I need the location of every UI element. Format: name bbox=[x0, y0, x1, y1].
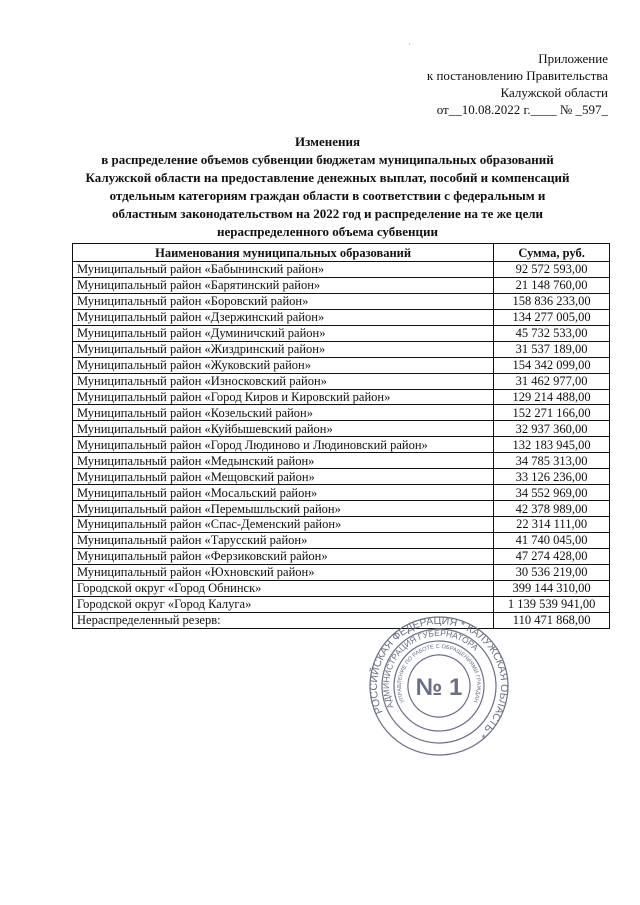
subvention-amount: 129 214 488,00 bbox=[494, 389, 610, 405]
municipality-name: Муниципальный район «Бабынинский район» bbox=[73, 262, 494, 278]
municipality-name: Муниципальный район «Медынский район» bbox=[73, 453, 494, 469]
municipality-name: Муниципальный район «Думиничский район» bbox=[73, 325, 494, 341]
table-row bbox=[73, 564, 610, 580]
header-line: Приложение bbox=[538, 51, 608, 66]
subvention-amount: 152 271 166,00 bbox=[494, 405, 610, 421]
title-line: в распределение объемов субвенции бюджетам муниципальных образований bbox=[101, 152, 554, 167]
subvention-amount: 154 342 099,00 bbox=[494, 357, 610, 373]
subvention-amount: 22 314 111,00 bbox=[494, 517, 610, 533]
subvention-amount: 41 740 045,00 bbox=[494, 532, 610, 548]
table-row bbox=[73, 453, 610, 469]
column-header-sum: Сумма, руб. bbox=[494, 244, 610, 262]
title-line: областным законодательством на 2022 год и распределение на те же цели bbox=[112, 206, 543, 221]
table-row bbox=[73, 485, 610, 501]
municipality-name: Муниципальный район «Спас-Деменский район» bbox=[73, 517, 494, 533]
header-line: к постановлению Правительства bbox=[426, 68, 608, 83]
column-header-name: Наименования муниципальных образований bbox=[73, 244, 494, 262]
subvention-amount: 31 462 977,00 bbox=[494, 373, 610, 389]
subvention-amount: 31 537 189,00 bbox=[494, 341, 610, 357]
table-row bbox=[73, 389, 610, 405]
stamp-inner-text: УПРАВЛЕНИЕ ПО РАБОТЕ С ОБРАЩЕНИЯМИ ГРАЖДАН bbox=[396, 643, 482, 704]
table-header-row bbox=[73, 244, 610, 262]
header-line: от__10.08.2022 г.____ № _597_ bbox=[436, 102, 608, 117]
municipality-name: Нераспределенный резерв: bbox=[73, 612, 494, 628]
municipality-name: Муниципальный район «Износковский район» bbox=[73, 373, 494, 389]
stamp-number: № 1 bbox=[415, 674, 463, 701]
municipality-name: Муниципальный район «Жиздринский район» bbox=[73, 341, 494, 357]
subvention-amount: 134 277 005,00 bbox=[494, 309, 610, 325]
table-row bbox=[73, 421, 610, 437]
table-row bbox=[73, 309, 610, 325]
table-body bbox=[73, 262, 610, 629]
title-line: Изменения bbox=[294, 134, 361, 149]
subvention-amount: 45 732 533,00 bbox=[494, 325, 610, 341]
municipality-name: Муниципальный район «Тарусский район» bbox=[73, 532, 494, 548]
subvention-amount: 158 836 233,00 bbox=[494, 293, 610, 309]
table-row bbox=[73, 517, 610, 533]
table-row bbox=[73, 532, 610, 548]
subvention-amount: 399 144 310,00 bbox=[494, 580, 610, 596]
subvention-amount: 47 274 428,00 bbox=[494, 548, 610, 564]
municipality-name: Муниципальный район «Жуковский район» bbox=[73, 357, 494, 373]
table-row bbox=[73, 325, 610, 341]
municipality-name: Муниципальный район «Город Людиново и Людиновский район» bbox=[73, 437, 494, 453]
stamp-outer-text: РОССИЙСКАЯ ФЕДЕРАЦИЯ * КАЛУЖСКАЯ ОБЛАСТЬ * bbox=[368, 615, 510, 741]
municipality-name: Муниципальный район «Мещовский район» bbox=[73, 469, 494, 485]
scan-speck: · bbox=[408, 40, 411, 49]
municipality-name: Муниципальный район «Юхновский район» bbox=[73, 564, 494, 580]
subvention-amount: 34 552 969,00 bbox=[494, 485, 610, 501]
subvention-amount: 21 148 760,00 bbox=[494, 277, 610, 293]
table-row bbox=[73, 293, 610, 309]
subvention-amount: 92 572 593,00 bbox=[494, 262, 610, 278]
table-row bbox=[73, 373, 610, 389]
table-row bbox=[73, 357, 610, 373]
title-line: Калужской области на предоставление денежных выплат, пособий и компенсаций bbox=[85, 170, 570, 185]
subvention-amount: 132 183 945,00 bbox=[494, 437, 610, 453]
document-title bbox=[60, 133, 595, 241]
header-line: Калужской области bbox=[500, 85, 608, 100]
table-row bbox=[73, 277, 610, 293]
title-line: нераспределенного объема субвенции bbox=[216, 224, 439, 239]
table-row bbox=[73, 596, 610, 612]
municipality-name: Муниципальный район «Ферзиковский район» bbox=[73, 548, 494, 564]
municipality-name: Городской округ «Город Калуга» bbox=[73, 596, 494, 612]
stamp-middle-text: АДМИНИСТРАЦИЯ ГУБЕРНАТОРА bbox=[380, 627, 481, 711]
table-row bbox=[73, 469, 610, 485]
subvention-table bbox=[72, 243, 610, 629]
subvention-amount: 1 139 539 941,00 bbox=[494, 596, 610, 612]
municipality-name: Муниципальный район «Город Киров и Кировский район» bbox=[73, 389, 494, 405]
table-row bbox=[73, 501, 610, 517]
municipality-name: Муниципальный район «Барятинский район» bbox=[73, 277, 494, 293]
subvention-amount: 110 471 868,00 bbox=[494, 612, 610, 628]
municipality-name: Муниципальный район «Козельский район» bbox=[73, 405, 494, 421]
municipality-name: Муниципальный район «Перемышльский район» bbox=[73, 501, 494, 517]
title-line: отдельным категориям граждан области в соответствии с федеральным и bbox=[109, 188, 546, 203]
municipality-name: Муниципальный район «Дзержинский район» bbox=[73, 309, 494, 325]
appendix-header bbox=[427, 50, 608, 118]
municipality-name: Муниципальный район «Боровский район» bbox=[73, 293, 494, 309]
table-row bbox=[73, 341, 610, 357]
table-row bbox=[73, 580, 610, 596]
subvention-amount: 42 378 989,00 bbox=[494, 501, 610, 517]
table-row bbox=[73, 262, 610, 278]
subvention-amount: 32 937 360,00 bbox=[494, 421, 610, 437]
municipality-name: Муниципальный район «Мосальский район» bbox=[73, 485, 494, 501]
subvention-amount: 34 785 313,00 bbox=[494, 453, 610, 469]
table-row bbox=[73, 405, 610, 421]
table-row bbox=[73, 612, 610, 628]
table-row bbox=[73, 437, 610, 453]
official-stamp bbox=[368, 615, 510, 757]
subvention-amount: 30 536 219,00 bbox=[494, 564, 610, 580]
table-row bbox=[73, 548, 610, 564]
municipality-name: Городской округ «Город Обнинск» bbox=[73, 580, 494, 596]
municipality-name: Муниципальный район «Куйбышевский район» bbox=[73, 421, 494, 437]
subvention-amount: 33 126 236,00 bbox=[494, 469, 610, 485]
